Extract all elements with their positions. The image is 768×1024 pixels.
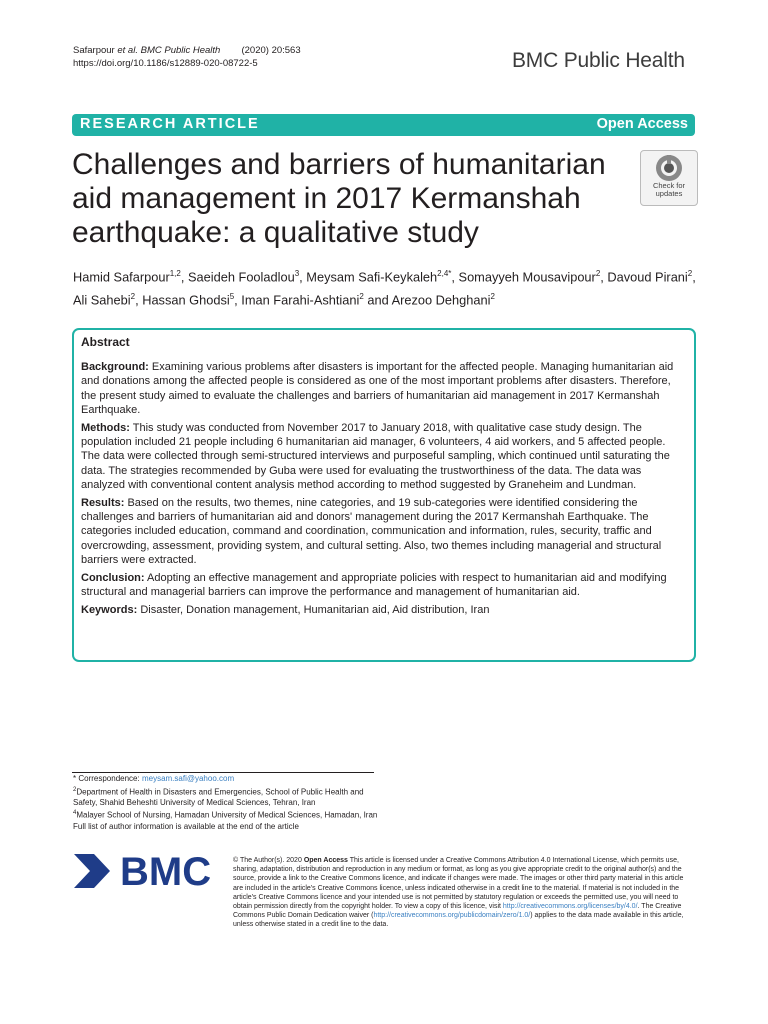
abstract-section-text: This study was conducted from November 2017 to January 2018, with qualitative case study design. The population included 21 people including 6 humanitarian aid manager, 6 volunteers, 4 aid workers, and 5 affected people. The data were collected through semi-structured interviews and purposeful sampling, which continued until saturating the data. The strategies recommended by Guba were used for evaluating the trustworthiness of the data. The data was analyzed with conventional content analysis method according to method suggested by Graneheim and Lundman. xyxy=(81,421,670,492)
cc0-link[interactable]: http://creativecommons.org/publicdomain/zero/1.0/ xyxy=(373,912,531,920)
abstract-body xyxy=(81,360,687,620)
check-updates-label: Check for updates xyxy=(652,181,686,198)
author-affiliation: 3 xyxy=(294,269,300,278)
author-separator: and xyxy=(363,292,392,308)
abstract-section-text: Examining various problems after disasters is important for the affected people. Managing humanitarian aid and donations among the affected people is considered as one of the most important problems after disasters. Therefore, the present study aimed to evaluate the challenges and barriers of humanitarian aid management in 2017 Kermanshah Earthquake. xyxy=(81,361,674,417)
abstract-section-text: Disaster, Donation management, Humanitarian aid, Aid distribution, Iran xyxy=(140,603,490,616)
author-name[interactable]: Saeideh Fooladlou xyxy=(187,269,295,285)
check-for-updates-button[interactable] xyxy=(640,150,698,206)
author-name[interactable]: Somayyeh Mousavipour xyxy=(458,269,596,285)
author-affiliation: 2 xyxy=(687,269,693,278)
abstract-section-label: Keywords: xyxy=(81,603,138,616)
footnotes: * Correspondence: meysam.safi@yahoo.com $^2$Department of Health in Disasters and Emergencies, School of Public Health and Safety, Shahid Beheshti University of Medical Sciences, Tehran, Iran $^4$Malayer School of Nursing, Hamadan University of Medical Sciences, Hamadan, Iran Full list of author information is available at the end of the article xyxy=(73,774,383,832)
author-name[interactable]: Hamid Safarpour xyxy=(73,269,170,285)
author-affiliation: 2 xyxy=(490,292,495,302)
author-affiliation: 2 xyxy=(359,292,364,302)
abstract-section-label: Results: xyxy=(81,496,125,509)
article-type-banner xyxy=(72,114,695,136)
author-affiliation: 5 xyxy=(229,292,235,302)
author-name[interactable]: Hassan Ghodsi xyxy=(142,292,230,308)
author-affiliation: 2,4* xyxy=(437,269,452,278)
journal-name: BMC Public Health xyxy=(512,49,685,72)
doi-link[interactable]: https://doi.org/10.1186/s12889-020-08722-5 xyxy=(73,58,258,69)
abstract-heading: Abstract xyxy=(81,335,130,349)
bmc-logo-text: BMC xyxy=(120,850,212,894)
author-separator: , xyxy=(692,269,696,285)
bmc-logo xyxy=(72,848,217,894)
abstract-section-text: Based on the results, two themes, nine categories, and 19 sub-categories were identified considering the challenges and barriers of humanitarian aid and donors' management during the 2017 Kermanshah Earthquake. The categories included education, command and coordination, communication and information, rules, security, traffic and overcrowding, assessment, providing system, and cultural setting. Also, two themes including managerial and structural barriers were extracted. xyxy=(81,496,662,567)
abstract-section xyxy=(81,496,687,568)
crossmark-icon xyxy=(655,154,683,182)
abstract-section-text: Adopting an effective management and appropriate policies with respect to humanitarian aid and modifying structural and managerial barriers can improve the performance and management of humanitarian aid. xyxy=(81,571,667,599)
affiliation-4: Malayer School of Nursing, Hamadan University of Medical Sciences, Hamadan, Iran xyxy=(76,811,378,821)
author-separator: , xyxy=(180,269,188,285)
open-access-bold: Open Access xyxy=(303,857,348,864)
abstract-section-label: Conclusion: xyxy=(81,571,145,584)
citation-author: Safarpour xyxy=(73,45,115,56)
citation-journal: et al. BMC Public Health xyxy=(117,45,221,56)
abstract-section-label: Methods: xyxy=(81,421,130,434)
author-name[interactable]: Iman Farahi-Ashtiani xyxy=(241,292,360,308)
author-name[interactable]: Meysam Safi-Keykaleh xyxy=(306,269,438,285)
author-name[interactable]: Davoud Pirani xyxy=(607,269,688,285)
correspondence-label: * Correspondence: xyxy=(73,774,140,783)
abstract-section xyxy=(81,603,687,617)
full-author-info-note: Full list of author information is available at the end of the article xyxy=(73,821,299,831)
author-affiliation: 2 xyxy=(130,292,136,302)
citation xyxy=(73,44,301,70)
author-separator: , xyxy=(600,269,608,285)
author-separator: , xyxy=(135,292,143,308)
author-separator: , xyxy=(299,269,307,285)
abstract-section-label: Background: xyxy=(81,361,149,373)
author-affiliation: 2 xyxy=(595,269,601,278)
copyright: © The Author(s). 2020 xyxy=(233,857,302,864)
cc-by-link[interactable]: http://creativecommons.org/licenses/by/4.0/ xyxy=(502,903,638,911)
abstract-section xyxy=(81,360,687,418)
author-name[interactable]: Arezoo Dehghani xyxy=(391,292,491,308)
author-separator: , xyxy=(234,292,242,308)
author-separator: , xyxy=(451,269,459,285)
article-title: Challenges and barriers of humanitarian aid management in 2017 Kermanshah earthquake: a qualitative study xyxy=(72,148,606,249)
author-list xyxy=(73,264,703,311)
affiliation-2: Department of Health in Disasters and Emergencies, School of Public Health and Safety, Shahid Beheshti University of Medical Sciences, Tehran, Iran xyxy=(73,787,364,807)
correspondence-email[interactable]: meysam.safi@yahoo.com xyxy=(141,774,235,783)
citation-year: (2020) 20:563 xyxy=(241,45,301,56)
open-access-label: Open Access xyxy=(596,116,688,132)
abstract-section xyxy=(81,421,687,493)
author-affiliation: 1,2 xyxy=(169,269,181,278)
license-notice: © The Author(s). 2020 Open Access This article is licensed under a Creative Commons Attribution 4.0 International License, which permits use, sharing, adaptation, distribution and reproduction in any medium or format, as long as you give appropriate credit to the original author(s) and the source, provide a link to the Creative Commons licence, and indicate if changes were made. The images or other third party material in this article are included in the article's Creative Commons licence, unless indicated otherwise in a credit line to the material. If material is not included in the article's Creative Commons licence and your intended use is not permitted by statutory regulation or exceeds the permitted use, you will need to obtain permission directly from the copyright holder. To view a copy of this licence, visit http://creativecommons.org/licenses/by/4.0/. The Creative Commons Public Domain Dedication waiver (http://creativecommons.org/publicdomain/zero/1.0/) applies to the data made available in this article, unless otherwise stated in a credit line to the data. xyxy=(233,857,684,929)
abstract-section xyxy=(81,571,687,600)
footnote-divider xyxy=(72,772,374,773)
author-name[interactable]: Ali Sahebi xyxy=(73,292,131,308)
article-type-label: RESEARCH ARTICLE xyxy=(80,116,260,132)
bmc-logo-mark xyxy=(74,854,110,888)
